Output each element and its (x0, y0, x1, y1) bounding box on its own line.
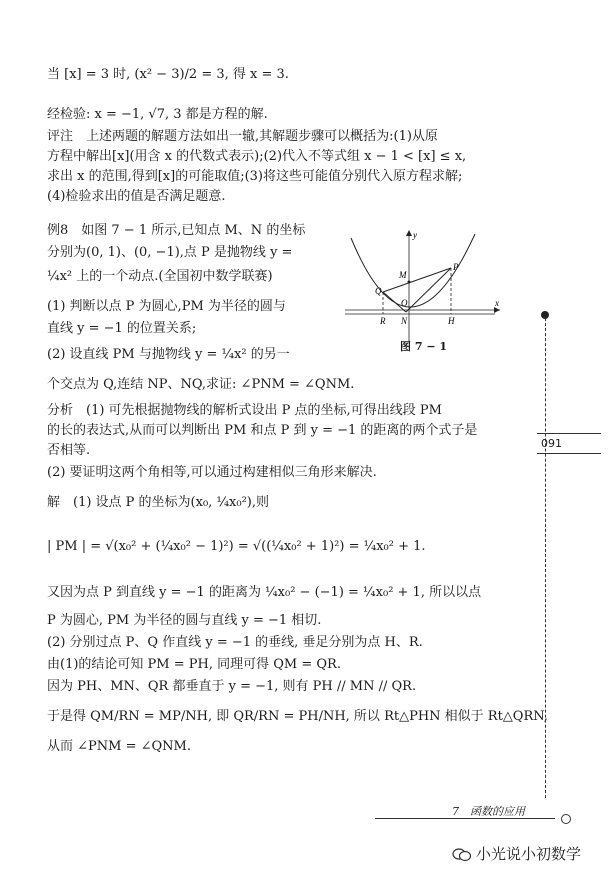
text-line-1: 当 [x] = 3 时, (x² − 3)/2 = 3, 得 x = 3. (47, 67, 289, 82)
segment-np (406, 268, 451, 312)
text-line-5: 求出 x 的范围,得到[x]的可能取值;(3)将这些可能值分别代入原方程求解; (47, 169, 463, 184)
label-y: y (413, 230, 417, 240)
label-r: R (380, 316, 386, 326)
wechat-icon (452, 848, 472, 862)
solution-line-1: 解 (1) 设点 P 的坐标为(x₀, ¼x₀²),则 (47, 495, 269, 510)
solution-line-4: P 为圆心, PM 为半径的圆与直线 y = −1 相切. (47, 613, 322, 628)
label-h: H (448, 316, 455, 326)
label-q: Q (375, 286, 382, 296)
footer-chapter: 7 函数的应用 (452, 805, 525, 818)
analysis-line-3: 否相等. (47, 443, 91, 458)
text-line-13: 个交点为 Q,连结 NP、NQ,求证: ∠PNM = ∠QNM. (47, 377, 355, 392)
solution-line-7: 因为 PH、MN、QR 都垂直于 y = −1, 则有 PH // MN // QR. (47, 679, 417, 694)
solution-line-8: 于是得 QM/RN = MP/NH, 即 QR/RN = PH/NH, 所以 Rt△PHN 相似于 Rt△QRN, (47, 709, 548, 724)
label-m: M (399, 270, 407, 280)
analysis-line-4: (2) 要证明这两个角相等,可以通过构建相似三角形来解决. (47, 465, 377, 480)
text-line-3: 评注 上述两题的解题方法如出一辙,其解题步骤可以概括为:(1)从原 (47, 129, 438, 144)
solution-line-9: 从而 ∠PNM = ∠QNM. (47, 739, 191, 754)
text-line-2: 经检验: x = −1, √7, 3 都是方程的解. (47, 107, 268, 122)
text-line-6: (4)检验求出的值是否满足题意. (47, 189, 226, 204)
text-line-8: 分别为(0, 1)、(0, −1),点 P 是抛物线 y = (47, 245, 293, 260)
watermark (452, 843, 581, 864)
watermark-text: 小光说小初数学 (476, 845, 582, 863)
analysis-line-2: 的长的表达式,从而可以判断出 PM 和点 P 到 y = −1 的距离的两个式子是 (47, 423, 478, 438)
page-number: 091 (537, 433, 601, 454)
figure-caption: 图 7 − 1 (400, 340, 448, 353)
solution-line-6: 由(1)的结论可知 PM = PH, 同理可得 QM = QR. (47, 657, 341, 672)
text-line-12: (2) 设直线 PM 与抛物线 y = ¼x² 的另一 (47, 347, 290, 362)
analysis-line-1: 分析 (1) 可先根据抛物线的解析式设出 P 点的坐标,可得出线段 PM (47, 403, 442, 418)
solution-equation: | PM | = √(x₀² + (¼x₀² − 1)²) = √((¼x₀² + 1)²) = ¼x₀² + 1. (47, 539, 426, 554)
point-m (408, 281, 411, 284)
text-line-9: ¼x² 上的一个动点.(全国初中数学联赛) (47, 269, 273, 284)
text-line-11: 直线 y = −1 的位置关系; (47, 321, 197, 336)
example-8-title: 例8 如图 7 − 1 所示,已知点 M、N 的坐标 (47, 223, 306, 238)
parabola-figure (345, 228, 503, 346)
label-o: O (401, 298, 408, 308)
footer-ring (561, 814, 571, 824)
label-p: P (453, 262, 459, 272)
label-n: N (401, 316, 408, 326)
chord-pq (383, 268, 451, 292)
margin-dashed-line (545, 318, 546, 798)
solution-line-5: (2) 分别过点 P、Q 作直线 y = −1 的垂线, 垂足分别为点 H、R. (47, 635, 423, 650)
solution-line-3: 又因为点 P 到直线 y = −1 的距离为 ¼x₀² − (−1) = ¼x₀² + 1, 所以以点 (47, 585, 482, 600)
y-axis-arrow (406, 230, 412, 236)
label-x: x (495, 298, 499, 308)
text-line-10: (1) 判断以点 P 为圆心,PM 为半径的圆与 (47, 299, 286, 314)
text-line-4: 方程中解出[x](用含 x 的代数式表示);(2)代入不等式组 x − 1 < [x] ≤ x, (47, 149, 467, 164)
footer-rule (375, 818, 555, 819)
